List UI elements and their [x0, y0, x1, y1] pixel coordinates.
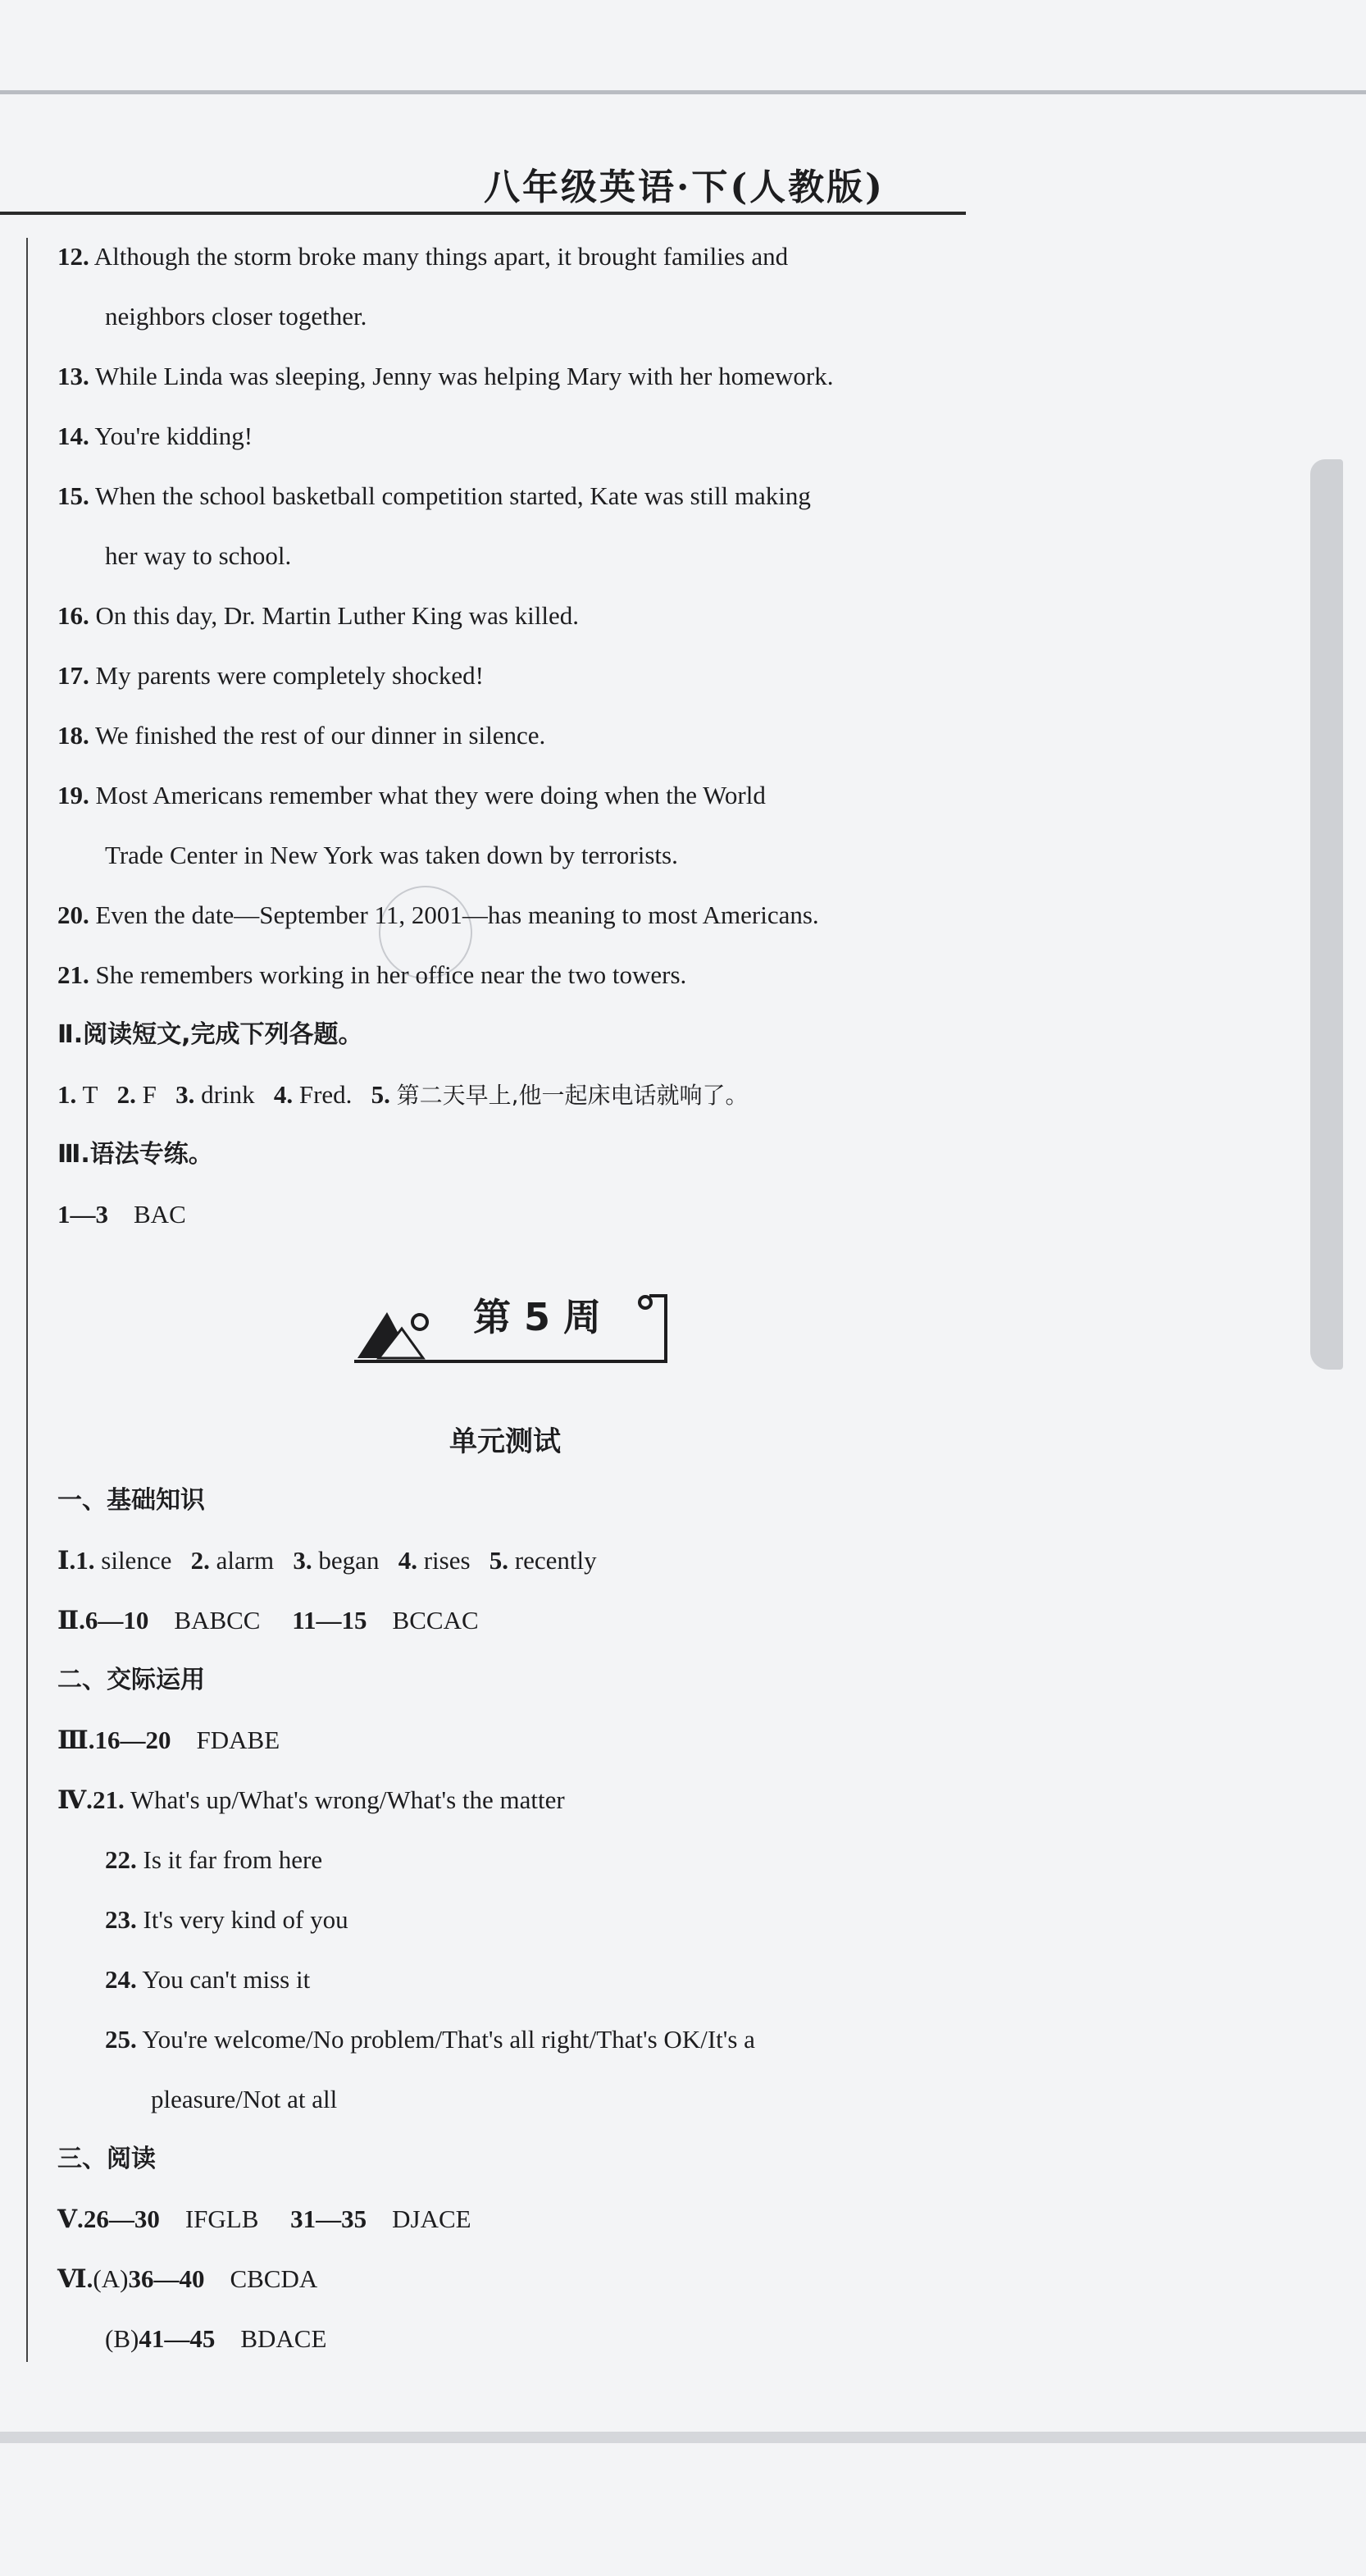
answer-19: 19. Most Americans remember what they were doing when the World — [57, 781, 766, 809]
answer-21: 21. She remembers working in her office near the two towers. — [57, 960, 687, 989]
answer-12-cont: neighbors closer together. — [105, 302, 367, 331]
section-grammar-title: Ⅲ.语法专练。 — [57, 1140, 213, 1169]
test-row-4-item-22: 22. Is it far from here — [105, 1845, 323, 1874]
torn-edge-shadow — [1310, 459, 1343, 1370]
left-margin-line — [26, 238, 28, 2362]
answer-15-cont: her way to school. — [105, 541, 292, 570]
test-row-2: Ⅱ.6—10 BABCC 11—15 BCCAC — [57, 1606, 479, 1635]
test-row-3: Ⅲ.16—20 FDABE — [57, 1726, 280, 1754]
section-reading: 三、阅读 — [57, 2145, 156, 2173]
bottom-border — [0, 2432, 1366, 2443]
section-communication: 二、交际运用 — [57, 1666, 205, 1694]
answer-18: 18. We finished the rest of our dinner in silence. — [57, 721, 546, 750]
unit-test-title: 单元测试 — [449, 1425, 561, 1458]
test-row-4-item-23: 23. It's very kind of you — [105, 1905, 348, 1934]
answer-20: 20. Even the date—September 11, 2001—has meaning to most Americans. — [57, 900, 819, 929]
answer-19-cont: Trade Center in New York was taken down by terrorists. — [105, 841, 678, 869]
test-row-4-item-25: 25. You're welcome/No problem/That's all right/That's OK/It's a — [105, 2025, 755, 2054]
page-header-title: 八年级英语·下(人教版) — [484, 166, 885, 208]
answer-16: 16. On this day, Dr. Martin Luther King was killed. — [57, 601, 579, 630]
answer-15: 15. When the school basketball competition started, Kate was still making — [57, 481, 811, 510]
answer-17: 17. My parents were completely shocked! — [57, 661, 484, 690]
grammar-answers: 1—3 BAC — [57, 1200, 186, 1229]
answer-12: 12. Although the storm broke many things apart, it brought families and — [57, 242, 789, 271]
week-banner — [354, 1279, 682, 1370]
test-row-5: Ⅴ.26—30 IFGLB 31—35 DJACE — [57, 2204, 471, 2233]
answer-13: 13. While Linda was sleeping, Jenny was helping Mary with her homework. — [57, 362, 834, 390]
test-row-4-item-25-cont: pleasure/Not at all — [151, 2085, 338, 2113]
test-row-6a: Ⅵ.(A)36—40 CBCDA — [57, 2264, 318, 2293]
test-row-4-item-21: Ⅳ.21. What's up/What's wrong/What's the matter — [57, 1785, 565, 1814]
top-border — [0, 90, 1366, 94]
test-row-1: Ⅰ.1. silence 2. alarm 3. began 4. rises 5. recently — [57, 1546, 597, 1575]
header-rule — [0, 212, 966, 215]
section-reading-title: Ⅱ.阅读短文,完成下列各题。 — [57, 1020, 363, 1049]
test-row-4-item-24: 24. You can't miss it — [105, 1965, 311, 1994]
week-title: 第 5 周 — [473, 1295, 602, 1339]
answer-14: 14. You're kidding! — [57, 422, 253, 450]
section-basic-knowledge: 一、基础知识 — [57, 1486, 205, 1515]
test-row-6b: (B)41—45 BDACE — [105, 2324, 327, 2353]
reading-answers: 1. T 2. F 3. drink 4. Fred. 5. 第二天早上,他一起床电话就响了。 — [57, 1080, 749, 1109]
